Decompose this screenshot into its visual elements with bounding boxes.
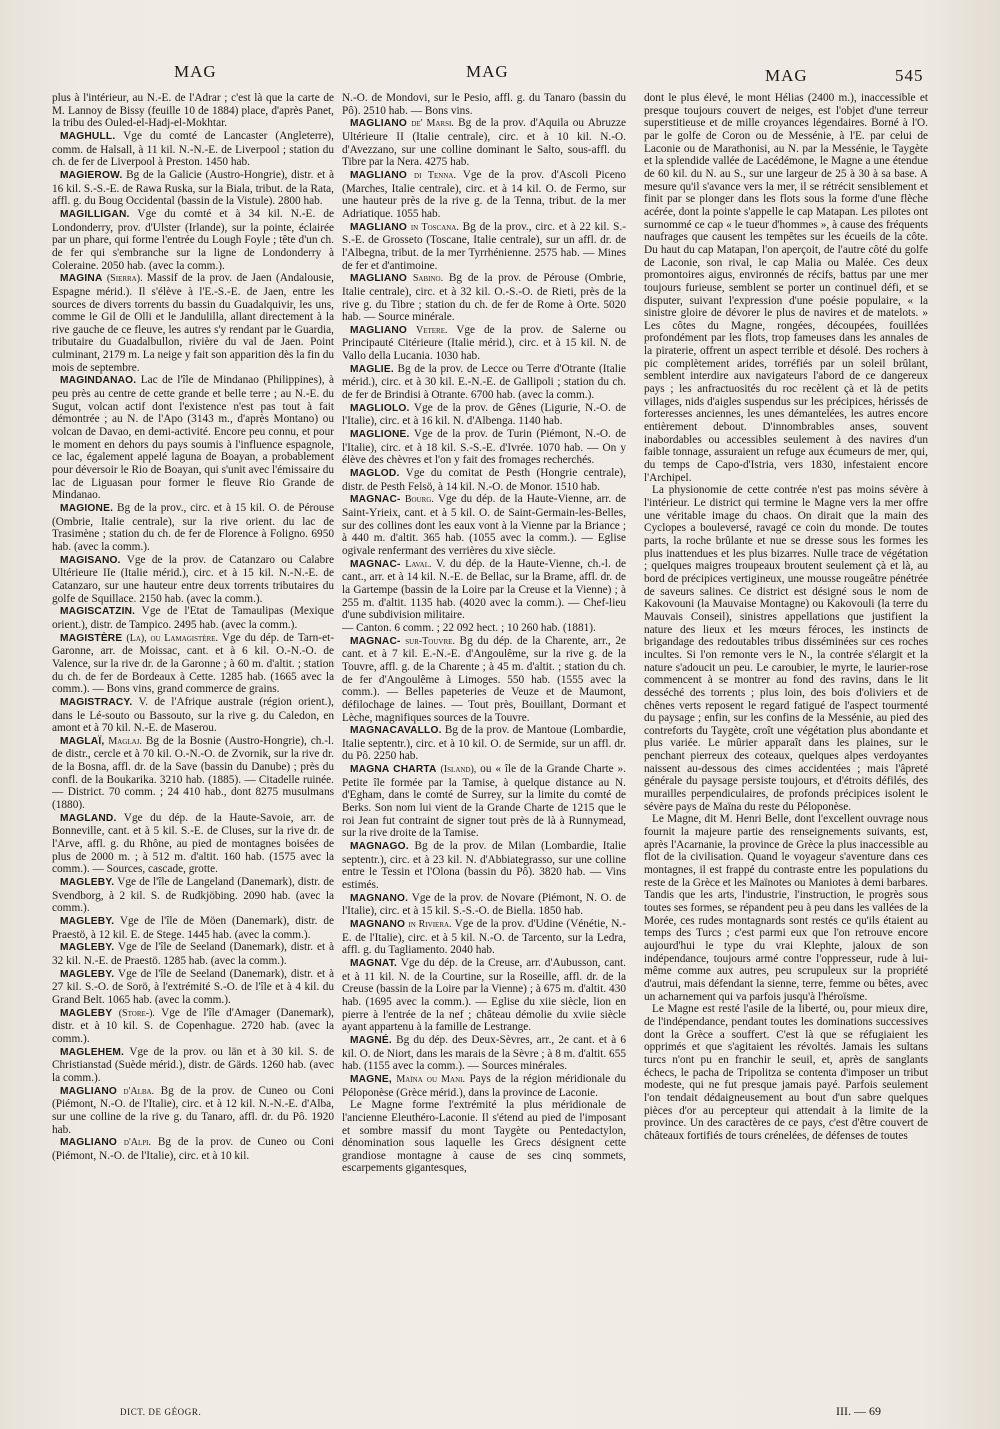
entry-headword: MAGINDANAO.: [60, 375, 137, 387]
entry-qualifier: Sabino.: [412, 273, 444, 285]
dictionary-entry: [342, 169, 626, 221]
dictionary-entry: [52, 208, 334, 272]
entry-headword: MAGLIANO: [350, 324, 408, 336]
entry-headword: MAGNÉ.: [350, 1034, 392, 1046]
entry-text: Vge de la prov. ou län et à 30 kil. S. de Christianstad (Suède mérid.), distr. de Gärds. 1260 hab. (avec la comm.).: [52, 1045, 334, 1084]
entry-text: Vge de l'île de Langeland (Danemark), distr. de Svendborg, à 2 kil. S. de Rudkjöbing. 2090 hab. (avec la comm.).: [52, 876, 334, 915]
dictionary-entry: [52, 632, 334, 696]
entry-qualifier: Maïna ou Mani.: [396, 1073, 465, 1085]
entry-text: Vge de l'île d'Amager (Danemark), distr. et à 10 kil. S. de Copenhague. 2720 hab. (avec la comm.).: [52, 1006, 334, 1045]
entry-headword: MAGLIOLO.: [350, 402, 410, 414]
entry-headword: MAGLEBY.: [60, 942, 115, 954]
footer-source: DICT. DE GÉOGR.: [120, 1407, 202, 1417]
entry-text: Le Magne forme l'extrémité la plus méridionale de l'ancienne Eleuthéro-Laconie. Il s'étend au pied de l'imposant et sombre massif du mont Taygète ou Pentedactylon, dénomination sous laquelle les Grecs désignent cette grandiose montagne à cause de ses cinq sommets, escarpements gigantesques,: [342, 1099, 626, 1175]
text-column-3: [644, 92, 928, 1397]
entry-qualifier: de' Marsi.: [411, 118, 454, 130]
entry-headword: MAGLIE.: [350, 363, 394, 375]
entry-qualifier: sur-Touvre.: [405, 635, 455, 647]
entry-text: Vge de l'île de Seeland (Danemark), distr. et à 27 kil. S.-O. de Sorö, à l'extrémité S.-O. de l'île et à 4 kil. du Grand Belt. 1065 hab. (avec la comm.).: [52, 967, 334, 1006]
text-paragraph: [342, 92, 626, 117]
dictionary-entry: [52, 1136, 334, 1162]
entry-text: Vge du dép. de la Haute-Vienne, arr. de Saint-Yrieix, cant. et à 5 kil. O. de Saint-Germain-les-Belles, sur des collines dont les eaux vont à la Vienne par la Briance ; à 440 m. d'altit. 365 hab. (1055 avec la comm.). — Eglise ogivale renfermant des verrières du xive siècle.: [342, 493, 626, 557]
entry-headword: MAGLAÏ,: [60, 735, 105, 747]
entry-text: Vge de la prov. de Novare (Piémont, N. O. de l'Italie), circ. et à 15 kil. S.-S.-O. de Biella. 1850 hab.: [342, 891, 626, 918]
entry-qualifier: (Store-).: [118, 1007, 155, 1019]
entry-text: Vge de la prov. de Catanzaro ou Calabre Ultérieure IIe (Italie mérid.), circ. et à 15 kil. N.-N.-E. de Catanzaro, sur une hauteur entre deux torrents tributaires du golfe de Squillace. 2150 hab. (avec la comm.).: [52, 553, 334, 605]
entry-text: Lac de l'île de Mindanao (Philippines), à peu près au centre de cette grande et belle terre ; au N.-E. du Sugut, volcan actif dont l'existence n'est pas tout à fait démontrée ; au N. de l'Apo (3143 m., d'après Montano) ou volcan de Davao, en demi-activité. Encore peu connu, et pour le moment en dehors du pays soumis à l'influence espagnole, ce lac, également appelé laguna de Boayan, a probablement pour déversoir le Rio de Boayan, qui s'unit avec l'émissaire du lac de Liguasan pour former le fleuve Rio Grande de Mindanao.: [52, 374, 334, 502]
entry-text: Bg de la prov. de Cuneo ou Coni (Piémont, N.-O. de l'Italie), circ. et à 10 kil.: [52, 1136, 334, 1162]
entry-text: Le Magne, dit M. Henri Belle, dont l'excellent ouvrage nous fournit la majeure partie des renseignements suivants, est, après l'Acarnanie, la province de Grèce la plus inaccessible au flot de la civilisation. Quand le voyageur s'aventure dans ces montagnes, il est frappé du contraste entre les populations du reste de la Grèce et les Maïnotes ou Maniotes à demi barbares. Tandis que les arts, l'industrie, l'instruction, le progrès sous toutes ses formes, se répandent peu à peu dans les vallées de la Morée, ces rudes montagnards sont restés ce qu'ils étaient au temps des Turcs ; c'est parmi eux que l'on retrouve encore aujourd'hui le type du vrai Klephte, jaloux de son indépendance, toujours armé contre l'oppresseur, rude à lui-même comme aux autres, peu scrupuleux sur la propriété d'autrui, mais défendant la sienne, terre, femme ou bêtes, avec un acharnement qui va parfois jusqu'à l'héroïsme.: [644, 813, 928, 1003]
dictionary-entry: [342, 763, 626, 840]
entry-text: Bg du dép. de la Charente, arr., 2e cant. et à 7 kil. E.-N.-E. d'Angoulême, sur la rive g. de la Touvre, affl. g. de la Charente ; à 45 m. d'altit. ; station du ch. de fer d'Angoulême à Limoges. 550 hab. (1555 avec la comm.). — Belles papeteries de Veuze et de Maumont, défilochage de laines. — Tout près, Bouillant, Dormant et Lèche, magnifiques sources de la Touvre.: [342, 634, 626, 724]
dictionary-entry: [52, 1007, 334, 1046]
dictionary-entry: [52, 1046, 334, 1085]
entry-qualifier: di Tenna.: [414, 169, 456, 181]
text-paragraph: [644, 484, 928, 813]
entry-headword: MAGLEBY.: [60, 877, 115, 889]
entry-headword: MAGHULL.: [60, 130, 116, 142]
entry-text: Vge du dép. de la Creuse, arr. d'Aubusson, cant. et à 11 kil. N. de la Courtine, sur la Roseille, affl. dr. de la Creuse (bassin de la Loire par la Vienne) ; à 675 m. d'altit. 430 hab. (1695 avec la comm.). — Eglise du xiie siècle, lion en pierre à l'entrée de la nef ; château démolie du xviie siècle ayant appartenu à la famille de Lestrange.: [342, 956, 626, 1034]
dictionary-entry: [342, 493, 626, 557]
entry-text: Bg de la prov. de Cuneo ou Coni (Piémont, N.-O. de l'Italie), circ. et à 12 kil. N.-N.-E. d'Alba, sur une colline de la rive g. du Tanaro, affl. dr. du Pô. 1920 hab.: [52, 1084, 334, 1136]
entry-headword: MAGLIANO: [350, 273, 408, 285]
text-paragraph: [342, 622, 626, 635]
dictionary-entry: [342, 221, 626, 273]
entry-headword: MAGNAT.: [350, 957, 398, 969]
entry-text: Vge de la prov. de Gênes (Ligurie, N.-O. de l'Italie), circ. et à 16 kil. N. d'Albenga. 1140 hab.: [342, 401, 626, 428]
dictionary-entry: [342, 840, 626, 892]
entry-qualifier: Vetere.: [415, 324, 448, 336]
entry-text: Vge du dép. de Tarn-et-Garonne, arr. de Moissac, cant. et à 6 kil. O.-N.-O. de Valence, sur la rive dr. de la Garonne ; à 60 m. d'altit. ; station du ch. de fer de Bordeaux à Cette. 1285 hab. (1665 avec la comm.). — Bons vins, grand commerce de grains.: [52, 631, 334, 696]
dictionary-entry: [342, 558, 626, 622]
entry-headword: MAGNAC-: [350, 494, 401, 506]
dictionary-entry: [52, 915, 334, 941]
dictionary-entry: [342, 1073, 626, 1099]
entry-text: N.-O. de Mondovi, sur le Pesio, affl. g. du Tanaro (bassin du Pô). 2510 hab. — Bons vins.: [342, 92, 626, 117]
entry-qualifier: d'Alpi.: [123, 1137, 152, 1149]
entry-headword: MAGLAND.: [60, 812, 117, 824]
entry-headword: MAGNAC-: [350, 558, 401, 570]
entry-text: Vge de la prov. de Salerne ou Principauté Citérieure (Italie mérid.), circ. et à 15 kil. N. de Vallo della Lucania. 1030 hab.: [342, 323, 626, 363]
entry-text: plus à l'intérieur, au N.-E. de l'Adrar ; c'est là que la carte de M. Lannoy de Bissy (feuille 10 de 1884) place, d'après Panet, la tribu des Ouled-el-Hadj-el-Mokhtar.: [52, 92, 334, 130]
entry-text: La physionomie de cette contrée n'est pas moins sévère à l'intérieur. Le district qui termine le Magne vers la mer offre une véritable image du chaos. On dirait que la main des Cyclopes a bouleversé, ravagé ce coin du monde. De toutes parts, la roche brûlante et nue se dresse sous les formes les plus inattendues et les plus bizarres. Nulle trace de végétation ; quelques maigres troupeaux broutent seulement çà et là, au bord de précipices vertigineux, une mousse rougeâtre pénétrée de saveurs salines. Ce district est désigné sous le nom de Kakovouni (la Mauvaise Montagne) ou Kakovouli (la terre du Mauvais Conseil), sinistres appellations que justifient la nature des lieux et les mœurs féroces, les instincts de brigandage des redoutables tribus disséminées sur ces roches incultes. Si l'on remonte vers le N., la contrée s'élargit et la nature s'adoucit un peu. Le caroubier, le myrte, le laurier-rose commencent à se montrer au fond des ravins, dans le lit desséché des torrents ; plus loin, des bois d'oliviers et de chênes verts reposent le regard fatigué de l'aspect tourmenté du paysage ; enfin, sur les confins de la Messénie, au pied des contreforts du Taygète, croît une végétation plus abondante et plus variée. Le mûrier apparaît dans les plaines, sur le penchant pierreux des coteaux, quelques alpes verdoyantes naissent au-dessous des cimes accidentées ; mais l'âpreté générale du paysage persiste toujours, et d'étroits défilés, des murailles perpendiculaires, de profonds précipices isolent le sévère pays de Maïna du reste du Péloponèse.: [644, 484, 928, 813]
dictionary-entry: [52, 735, 334, 812]
entry-qualifier: Bourg.: [404, 494, 434, 506]
dictionary-entry: [342, 117, 626, 169]
entry-headword: MAGLIANO: [60, 1085, 118, 1097]
entry-text: Vge de l'île de Möen (Danemark), distr. de Praestö, à 12 kil. E. de Stege. 1445 hab. (avec la comm.).: [52, 915, 334, 941]
entry-headword: MAGLIONE.: [350, 429, 410, 441]
entry-qualifier: in Riviera.: [408, 919, 452, 930]
entry-headword: MAGISCATZIN.: [60, 606, 136, 618]
entry-headword: MAGISTRACY.: [60, 696, 133, 708]
entry-text: — Canton. 6 comm. ; 22 092 hect. ; 10 260 hab. (1881).: [342, 621, 596, 634]
dictionary-entry: [342, 324, 626, 363]
entry-text: Bg de la prov. de Pérouse (Ombrie, Italie centrale), circ. et à 32 kil. O.-S.-O. de Rieti, près de la rive g. du Tibre ; station du ch. de fer de Rome à Orte. 5020 hab. — Source minérale.: [342, 272, 626, 324]
entry-text: Pays de la région méridionale du Péloponèse (Grèce mérid.), dans la province de Laconie.: [342, 1072, 626, 1099]
dictionary-entry: [52, 941, 334, 967]
entry-text: Bg de la Bosnie (Austro-Hongrie), ch.-l. de distr., cercle et à 70 kil. O.-N.-O. de Zvornik, sur la rive dr. de la Bosna, affl. dr. de la Save (bassin du Danube) ; près du confl. de la Boukarika. 3210 hab. (1885). — Citadelle ruinée. — District. 70 comm. ; 24 410 hab., dont 8275 musulmans (1880).: [52, 734, 334, 812]
entry-text: Vge du comitat de Pesth (Hongrie centrale), distr. de Pesth Felsö, à 14 kil. N.-O. de Monor. 1510 hab.: [342, 467, 626, 493]
text-paragraph: [342, 1099, 626, 1175]
text-column-2: [342, 92, 626, 1397]
entry-text: Bg de la prov. de Milan (Lombardie, Italie septentr.), circ. et à 23 kil. N. d'Abbiategrasso, sur une colline entre le Tessin et l'Olona (bassin du Pô). 3820 hab. — Vins estimés.: [342, 840, 626, 892]
entry-headword: MAGNA CHARTA: [350, 764, 437, 776]
entry-qualifier: (Island),: [440, 764, 477, 776]
dictionary-entry: [52, 554, 334, 606]
entry-qualifier: (Sierra).: [106, 273, 143, 285]
dictionary-entry: [52, 169, 334, 208]
entry-headword: MAGLEBY: [60, 1007, 113, 1019]
dictionary-entry: [342, 635, 626, 725]
entry-headword: MAGLEHEM.: [60, 1046, 125, 1058]
dictionary-entry: [52, 876, 334, 915]
entry-headword: MAGISANO.: [60, 554, 121, 566]
entry-text: Vge de la prov. de Turin (Piémont, N.-O. de l'Italie), circ. et à 18 kil. S.-S.-E. d'Ivrée. 1070 hab. — On y élève des chèvres et l'on y fait des fromages recherchés.: [342, 428, 626, 467]
text-paragraph: [644, 92, 928, 484]
entry-text: Bg de la prov. d'Aquila ou Abruzze Ultérieure II (Italie centrale), circ. et à 10 kil. N.-O. d'Avezzano, sur une colline dominant le Salto, sous-affl. du Tibre par la Nera. 4275 hab.: [342, 117, 626, 169]
text-paragraph: [644, 1003, 928, 1142]
page-number: 545: [895, 66, 924, 85]
entry-text: V. de l'Afrique australe (région orient.), dans le Lé-souto ou Bassouto, sur la rive g. du Caledon, en amont et à 70 kil. N.-E. de Maserou.: [52, 695, 334, 735]
entry-headword: MAGLIANO: [350, 221, 408, 233]
entry-qualifier: Maglaj.: [108, 735, 142, 747]
entry-headword: MAGNAC-: [350, 635, 401, 647]
entry-qualifier: d'Alba.: [123, 1085, 155, 1097]
entry-headword: MAGINA: [60, 273, 103, 285]
entry-headword: MAGLIANO: [350, 118, 408, 130]
entry-text: Vge de l'Etat de Tamaulipas (Mexique orient.), distr. de Tampico. 2495 hab. (avec la comm.).: [52, 605, 334, 631]
entry-qualifier: Laval.: [405, 558, 432, 570]
entry-headword: MAGLEBY.: [60, 916, 115, 927]
text-paragraph: [52, 92, 334, 130]
entry-text: Vge de la prov. d'Udine (Vénétie, N.-E. de l'Italie), circ. et à 5 kil. N.-O. de Tarcento, sur la Ledra, affl. g. du Tagliamento. 2040 hab.: [342, 918, 626, 957]
dictionary-entry: [342, 724, 626, 763]
entry-text: Massif de la prov. de Jaen (Andalousie, Espagne mérid.). Il s'élève à l'E.-S.-E. de Jaen, entre les sources de divers torrents du bassin du Guadalquivir, les uns, comme le Gil de Olli et le Jandulilla, allant directement à la rive gauche de ce fleuve, les autres s'y rendant par le Guardia, tributaire du Guadalbullon, rivière du val de Jaen. Point culminant, 2179 m. La neige y fait son apparition dès la fin du mois de septembre.: [52, 272, 334, 374]
dictionary-entry: [342, 402, 626, 428]
dictionary-entry: [342, 1034, 626, 1073]
entry-headword: MAGILLIGAN.: [60, 208, 130, 220]
dictionary-entry: [342, 272, 626, 324]
dictionary-entry: [342, 957, 626, 1034]
dictionary-entry: [52, 812, 334, 876]
text-column-1: [52, 92, 334, 1397]
entry-headword: MAGNE,: [350, 1073, 392, 1085]
entry-text: Bg du dép. des Deux-Sèvres, arr., 2e cant. et à 6 kil. O. de Niort, dans les marais de la Sèvre ; à 8 m. d'altit. 655 hab. (1155 avec la comm.). — Sources minérales.: [342, 1033, 626, 1073]
running-header-right: MAG: [765, 66, 808, 85]
entry-text: Bg de la prov. de Mantoue (Lombardie, Italie septentr.), circ. et à 10 kil. O. de Sermide, sur un affl. dr. du Pô. 2250 hab.: [342, 724, 626, 763]
entry-text: Le Magne est resté l'asile de la liberté, ou, pour mieux dire, de l'indépendance, pendant toutes les dominations successives dont la Grèce a souffert. C'est là que se réfugiaient les opprimés et que s'agitaient les révoltés. Jamais les sultans turcs n'ont pu en franchir le seuil, et, après de sanglants échecs, le pacha de Tripolitza se contenta d'imposer un tribut modeste, qui ne fut presque jamais payé. Parfois seulement l'on tendait dédaigneusement au bout d'un sabre quelques pièces d'or au percepteur qui attendait à la limite de la province. Un des caractères de ce pays, c'est d'être couvert de châteaux fortifiés de tours crénelées, de défenses de toutes: [644, 1003, 928, 1142]
running-header-center: MAG: [466, 62, 509, 81]
dictionary-entry: [52, 968, 334, 1007]
entry-headword: MAGLIANO: [60, 1137, 118, 1149]
entry-text: Bg de la prov. de Lecce ou Terre d'Otrante (Italie mérid.), circ. et à 30 kil. E.-N.-E. de Gallipoli ; station du ch. de fer de Brindisi à Otrante. 6700 hab. (avec la comm.).: [342, 362, 626, 402]
footer-signature: III. — 69: [836, 1404, 881, 1418]
dictionary-entry: [52, 502, 334, 554]
entry-text: Bg de la Galicie (Austro-Hongrie), distr. et à 16 kil. S.-S.-E. de Rawa Ruska, sur la Biala, tribut. de la Rata, affl. g. du Boug Occidental (bassin de la Vistule). 2800 hab.: [52, 168, 334, 208]
entry-text: ou « île de la Grande Charte ». Petite île formée par la Tamise, à quelque distance au N. d'Egham, dans le comté de Surrey, sur la limite du comté de Berks. Son nom lui vient de la Grande Charte de 1215 que le roi Jean fut contraint de signer tout près de là à Runnymead, sur la rive droite de la Tamise.: [342, 763, 626, 840]
dictionary-entry: [342, 467, 626, 493]
entry-text: Vge de la prov. d'Ascoli Piceno (Marches, Italie centrale), circ. et à 14 kil. O. de Fermo, sur une hauteur près de la rive g. de la Tenna, tribut. de la mer Adriatique. 1055 hab.: [342, 168, 626, 220]
dictionary-entry: [342, 428, 626, 467]
entry-text: Bg de la prov., circ. et à 15 kil. O. de Pérouse (Ombrie, Italie centrale), sur la rive orient. du lac de Trasimène ; station du ch. de fer de Florence à Foligno. 6950 hab. (avec la comm.).: [52, 502, 334, 553]
entry-headword: MAGLEBY.: [60, 968, 115, 980]
entry-text: Bg de la prov., circ. et à 22 kil. S.-S.-E. de Grosseto (Toscane, Italie centrale), sur un affl. dr. de l'Albegna, tribut. de la mer Tyrrhénienne. 2575 hab. — Mines de fer et d'antimoine.: [342, 220, 626, 272]
dictionary-entry: [342, 363, 626, 402]
entry-headword: MAGIEROW.: [60, 169, 123, 181]
entry-text: Vge du comté et à 34 kil. N.-E. de Londonderry, prov. d'Ulster (Irlande), sur la pointe, éclairée par un phare, qui forme l'entrée du Lough Foyle ; tête d'un ch. de fer qui s'embranche sur la ligne de Londonderry à Coleraine. 2050 hab. (avec la comm.).: [52, 207, 334, 272]
dictionary-entry: [342, 892, 626, 918]
entry-qualifier: in Toscana.: [410, 221, 459, 233]
entry-headword: MAGISTÈRE: [60, 632, 123, 644]
entry-text: Vge de l'île de Seeland (Danemark), distr. et à 32 kil. N.-E. de Praestö. 1285 hab. (avec la comm.).: [52, 941, 334, 967]
entry-headword: MAGLOD.: [350, 468, 400, 480]
entry-qualifier: (La), ou Lamagistère.: [126, 632, 219, 644]
text-paragraph: [644, 813, 928, 1003]
entry-text: Vge du comté de Lancaster (Angleterre), comm. de Halsall, à 11 kil. N.-N.-E. de Liverpool ; station du ch. de fer de Liverpool à Preston. 1450 hab.: [52, 129, 334, 169]
dictionary-entry: [52, 696, 334, 735]
entry-headword: MAGIONE.: [60, 503, 114, 514]
entry-headword: MAGLIANO: [350, 169, 408, 181]
dictionary-entry: [52, 130, 334, 169]
dictionary-entry: [52, 605, 334, 631]
entry-headword: MAGNANO: [350, 919, 406, 930]
entry-headword: MAGNACAVALLO.: [350, 725, 442, 737]
entry-text: dont le plus élevé, le mont Hélias (2400 m.), inaccessible et presque toujours couvert de neiges, est l'objet d'une terreur superstitieuse et de mille croyances légendaires. Borné à l'O. par le golfe de Coron ou de Messénie, à l'E. par celui de Laconie ou de Marathonisi, au N. par la Messénie, le Taygète et la splendide vallée de Lacédémone, le Magne a une étendue de 60 kil. du N. au S., sur une largeur de 25 à 30 à sa base. A mesure qu'il s'avance vers la mer, il se rétrécit sensiblement et finit par se plonger dans les flots sous la forme d'une flèche acérée, dont la pointe s'appelle le cap Matapan. Les pilotes ont surnommé ce cap « le tueur d'hommes », à cause des fréquents naufrages que causent les tempêtes sur les écueils de la côte. Du haut du cap Matapan, l'on aperçoit, de l'autre côté du golfe de Laconie, son rival, le cap Malia ou Malée. Ces deux promontoires aigus, environnés de récifs, battus par une mer toujours furieuse, semblent se porter un continuel défi, et se disputer, suivant l'expression d'une poésie populaire, « la sinistre gloire de dévorer le plus de navires et de matelots. » Les côtes du Magne, rongées, découpées, fouillées profondément par les flots, trop fameuses dans les annales de la piraterie, offrent un aspect terrible et désolé. Des rochers à pic complètement arides, torréfiés par un soleil brûlant, semblent interdire aux navigateurs l'abord de ce dangereux pays ; les anfractuosités du roc recèlent çà et là de petits villages, nids d'aigles suspendus sur les précipices, hérissés de forteresses anciennes, les unes démantelées, les autres encore entièrement debout. D'innombrables anses, souvent inabordables ou accessibles seulement à des navires d'un faible tonnage, assuraient un refuge aux écumeurs de mer, qui, du temps de Capo-d'Istria, vers 1830, infestaient encore l'Archipel.: [644, 92, 928, 484]
dictionary-entry: [342, 918, 626, 957]
running-header-left: MAG: [174, 62, 217, 81]
entry-text: Vge du dép. de la Haute-Savoie, arr. de Bonneville, cant. et à 5 kil. S.-E. de Cluses, sur la rive dr. de l'Arve, affl. g. du Rhône, au pied de montagnes boisées de plus de 2000 m. ; à 512 m. d'altit. 160 hab. (1575 avec la comm.). — Sources, cascade, grotte.: [52, 811, 334, 876]
dictionary-entry: [52, 374, 334, 502]
dictionary-entry: [52, 1085, 334, 1137]
dictionary-entry: [52, 272, 334, 374]
entry-headword: MAGNANO.: [350, 892, 409, 904]
entry-headword: MAGNAGO.: [350, 841, 409, 853]
entry-text: V. du dép. de la Haute-Vienne, ch.-l. de cant., arr. et à 14 kil. N.-E. de Bellac, sur la Brame, affl. dr. de la Gartempe (bassin de la Loire par la Creuse et la Vienne) ; à 255 m. d'altit. 1135 hab. (4020 avec la comm.). — Chef-lieu d'une subdivision militaire.: [342, 557, 626, 622]
